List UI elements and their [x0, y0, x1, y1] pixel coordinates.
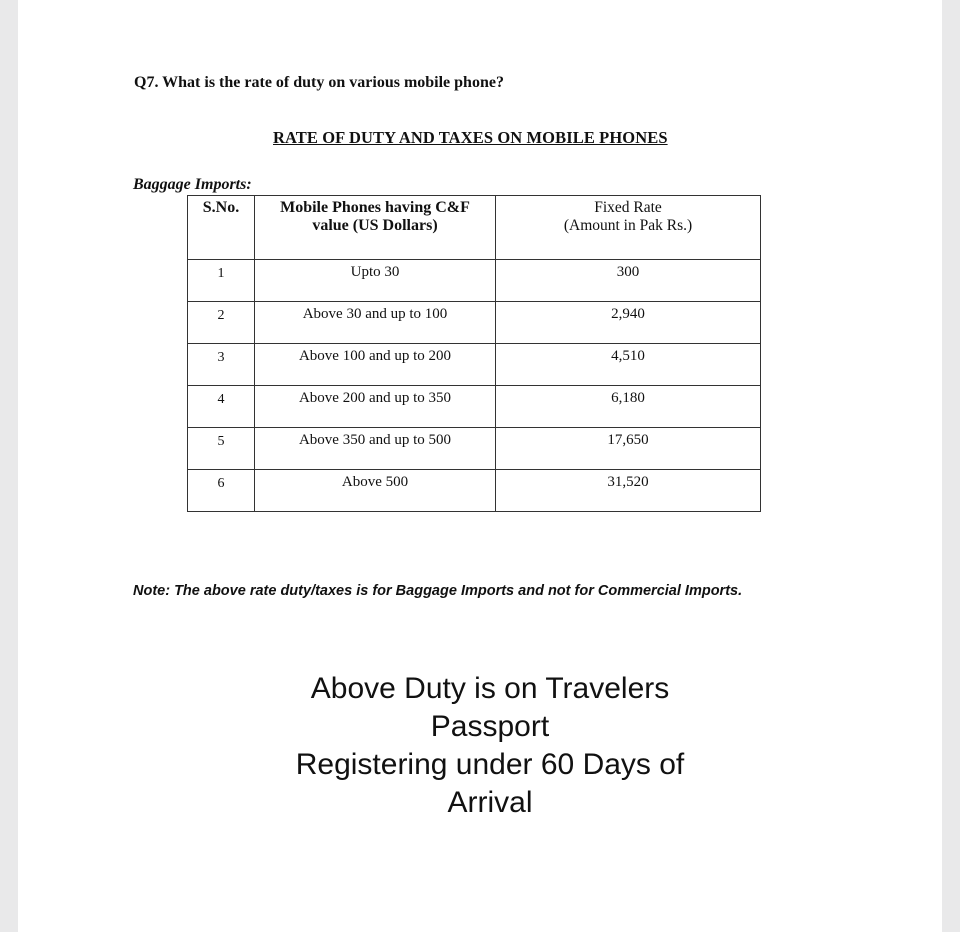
cell-range: Above 350 and up to 500 — [255, 428, 496, 470]
table-row — [188, 302, 761, 344]
remark-line-2: Passport — [430, 710, 550, 743]
cell-range: Above 200 and up to 350 — [255, 386, 496, 428]
table-header-row — [188, 196, 761, 260]
cell-sno: 6 — [188, 470, 255, 512]
duty-rate-table — [187, 195, 761, 512]
cell-sno: 5 — [188, 428, 255, 470]
header-rate-line2: (Amount in Pak Rs.) — [563, 217, 693, 234]
cell-range: Above 100 and up to 200 — [255, 344, 496, 386]
cell-sno: 3 — [188, 344, 255, 386]
remark-line-1: Above Duty is on Travelers — [310, 672, 670, 705]
cell-rate: 2,940 — [496, 302, 761, 344]
cell-rate: 17,650 — [496, 428, 761, 470]
question-text: Q7. What is the rate of duty on various mobile phone? — [134, 74, 504, 91]
cell-rate: 4,510 — [496, 344, 761, 386]
header-rate-line1: Fixed Rate — [594, 199, 662, 216]
header-rate — [496, 196, 761, 260]
table-row — [188, 428, 761, 470]
cell-rate: 300 — [496, 260, 761, 302]
table-row — [188, 260, 761, 302]
cell-sno: 4 — [188, 386, 255, 428]
remark-line-3: Registering under 60 Days of — [295, 748, 685, 781]
table-row — [188, 386, 761, 428]
cell-range: Upto 30 — [255, 260, 496, 302]
header-value-line1: Mobile Phones having C&F — [280, 199, 470, 216]
travelers-remark — [200, 670, 780, 822]
cell-range: Above 30 and up to 100 — [255, 302, 496, 344]
section-subheading: Baggage Imports: — [133, 176, 252, 193]
table-row — [188, 470, 761, 512]
cell-sno: 1 — [188, 260, 255, 302]
table-row — [188, 344, 761, 386]
header-value — [255, 196, 496, 260]
note-text: Note: The above rate duty/taxes is for Baggage Imports and not for Commercial Imports. — [133, 583, 743, 599]
cell-rate: 6,180 — [496, 386, 761, 428]
table-heading: RATE OF DUTY AND TAXES ON MOBILE PHONES — [273, 128, 668, 147]
remark-line-4: Arrival — [447, 786, 533, 819]
cell-range: Above 500 — [255, 470, 496, 512]
header-sno: S.No. — [188, 196, 255, 260]
cell-rate: 31,520 — [496, 470, 761, 512]
cell-sno: 2 — [188, 302, 255, 344]
header-value-line2: value (US Dollars) — [312, 217, 438, 234]
